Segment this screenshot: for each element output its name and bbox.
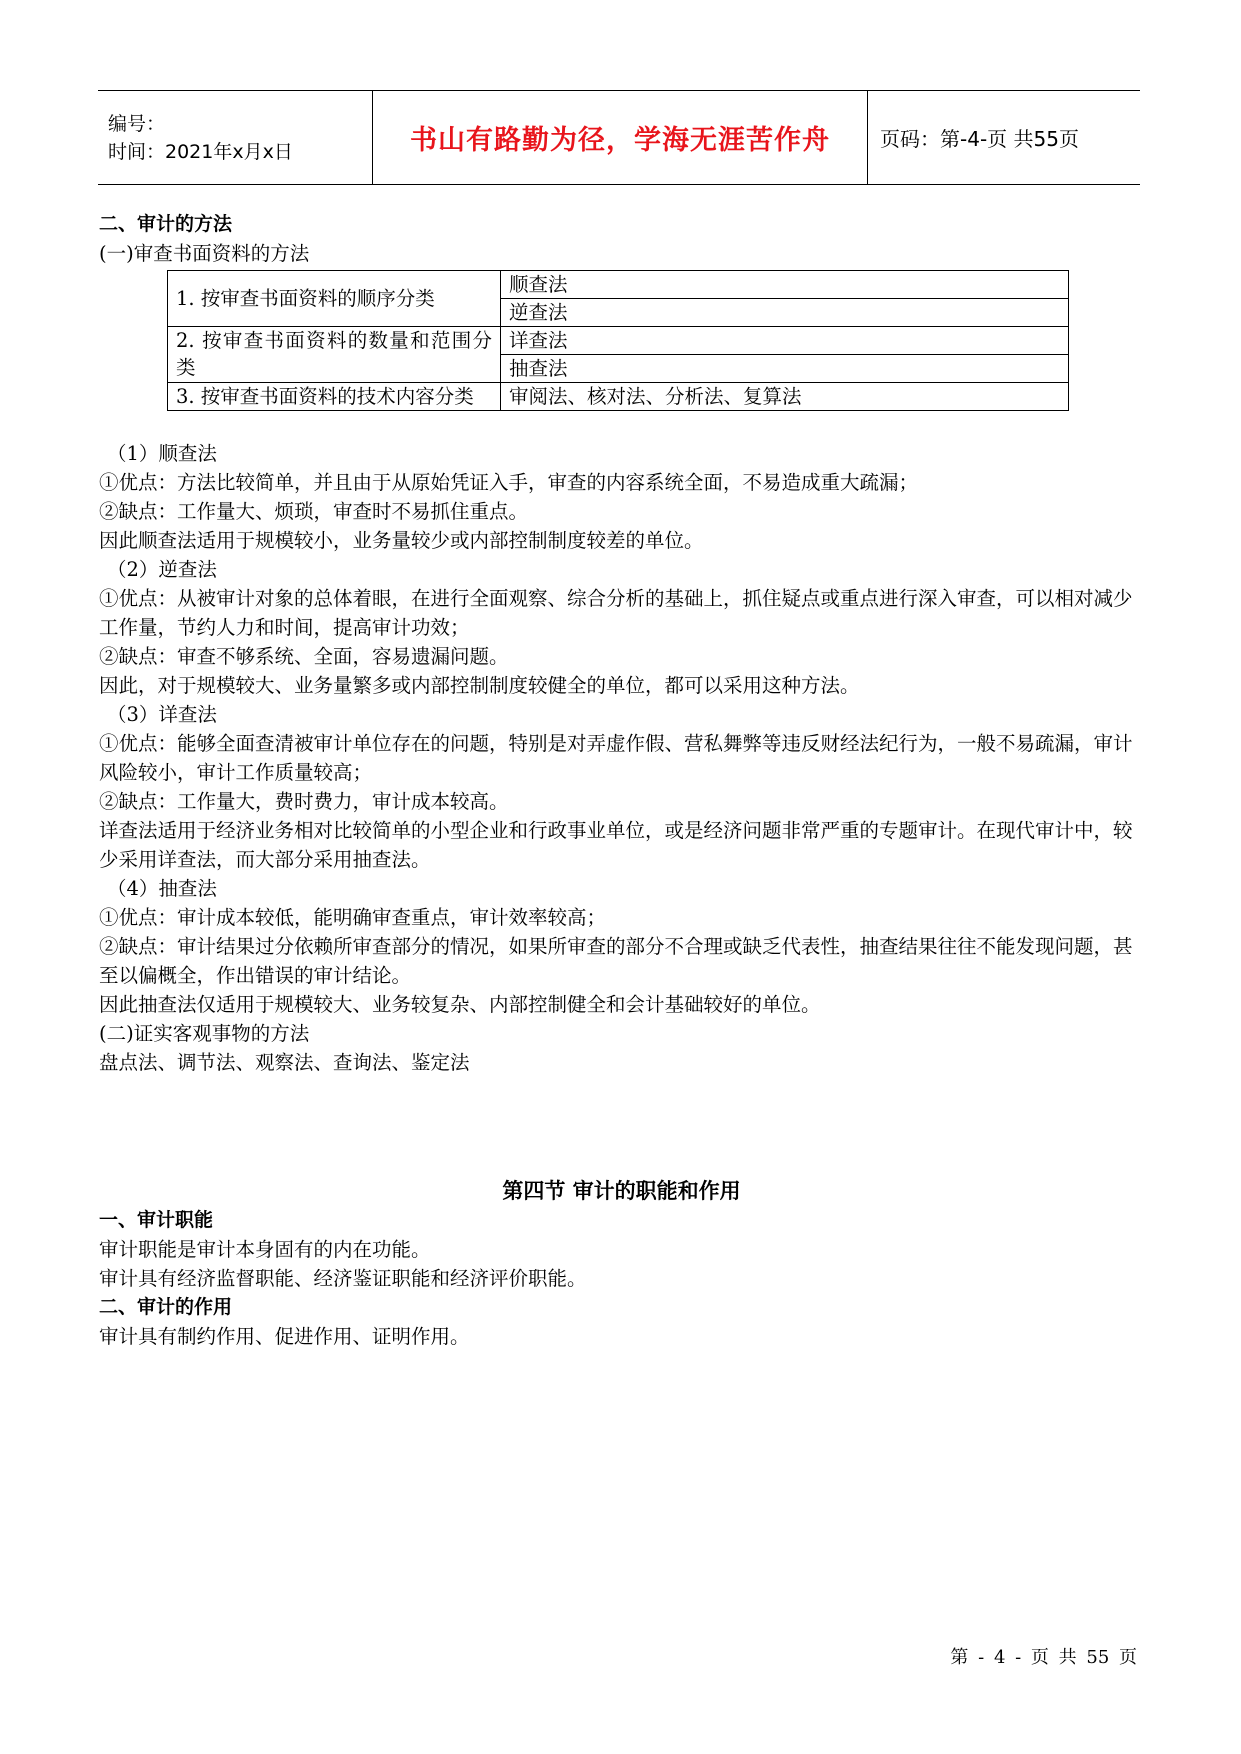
paragraph: ②缺点：审查不够系统、全面，容易遗漏问题。 (99, 645, 509, 668)
paragraph: ①优点：方法比较简单，并且由于从原始凭证入手，审查的内容系统全面，不易造成重大疏漏； (99, 471, 919, 494)
section-heading: 二、审计的作用 (99, 1296, 233, 1318)
paragraph: ②缺点：工作量大、烦琐，审查时不易抓住重点。 (99, 500, 529, 523)
header-left-cell (98, 91, 372, 184)
subsection-heading: (一)审查书面资料的方法 (99, 242, 310, 265)
paragraph: （2）逆查法 (107, 558, 217, 581)
paragraph: ①优点：能够全面查清被审计单位存在的问题，特别是对弄虚作假、营私舞弊等违反财经法纪行为，一般不易疏漏，审计风险较小，审计工作质量较高； (99, 732, 1133, 784)
table-category-cell: 3. 按审查书面资料的技术内容分类 (168, 383, 501, 411)
paragraph: 详查法适用于经济业务相对比较简单的小型企业和行政事业单位，或是经济问题非常严重的专题审计。在现代审计中，较少采用详查法，而大部分采用抽查法。 (99, 819, 1133, 871)
subsection-heading: (二)证实客观事物的方法 (99, 1022, 310, 1045)
header-page-info: 页码：第-4-页 共55页 (880, 127, 1079, 151)
paragraph: 因此，对于规模较大、业务量繁多或内部控制制度较健全的单位，都可以采用这种方法。 (99, 674, 860, 697)
date-label: 时间：2021年x月x日 (108, 140, 293, 163)
paragraph: 审计具有制约作用、促进作用、证明作用。 (99, 1325, 470, 1348)
table-method-cell: 抽查法 (501, 355, 1069, 383)
paragraph: 因此抽查法仅适用于规模较大、业务较复杂、内部控制健全和会计基础较好的单位。 (99, 993, 821, 1016)
table-row (168, 271, 1069, 299)
table-row (168, 327, 1069, 355)
table-category-cell: 1. 按审查书面资料的顺序分类 (168, 271, 501, 327)
paragraph: ②缺点：审计结果过分依赖所审查部分的情况，如果所审查的部分不合理或缺乏代表性，抽查结果往往不能发现问题，甚至以偏概全，作出错误的审计结论。 (99, 935, 1133, 987)
table-row (168, 383, 1069, 411)
motto: 书山有路勤为径，学海无涯苦作舟 (410, 125, 830, 156)
paragraph: 盘点法、调节法、观察法、查询法、鉴定法 (99, 1051, 470, 1074)
table-method-cell: 详查法 (501, 327, 1069, 355)
paragraph: ①优点：审计成本较低，能明确审查重点，审计效率较高； (99, 906, 607, 929)
header-page-cell (868, 91, 1140, 184)
header-motto-cell (372, 91, 868, 184)
document-body (99, 210, 1144, 1351)
number-label: 编号： (108, 112, 166, 135)
page-footer: 第 - 4 - 页 共 55 页 (950, 1647, 1137, 1668)
paragraph: 因此顺查法适用于规模较小，业务量较少或内部控制制度较差的单位。 (99, 529, 704, 552)
paragraph: （4）抽查法 (107, 877, 217, 900)
paragraph: 审计职能是审计本身固有的内在功能。 (99, 1238, 431, 1261)
document-header (98, 90, 1140, 185)
section-heading: 二、审计的方法 (99, 213, 233, 235)
methods-table (167, 270, 1069, 411)
paragraph: 审计具有经济监督职能、经济鉴证职能和经济评价职能。 (99, 1267, 587, 1290)
table-method-cell: 审阅法、核对法、分析法、复算法 (501, 383, 1069, 411)
chapter-title: 第四节 审计的职能和作用 (502, 1179, 741, 1203)
section-heading: 一、审计职能 (99, 1209, 214, 1231)
table-method-cell: 顺查法 (501, 271, 1069, 299)
paragraph: （3）详查法 (107, 703, 217, 726)
paragraph: ①优点：从被审计对象的总体着眼，在进行全面观察、综合分析的基础上，抓住疑点或重点进行深入审查，可以相对减少工作量，节约人力和时间，提高审计功效； (99, 587, 1133, 639)
table-method-cell: 逆查法 (501, 299, 1069, 327)
paragraph: （1）顺查法 (107, 442, 217, 465)
paragraph: ②缺点：工作量大，费时费力，审计成本较高。 (99, 790, 509, 813)
table-category-cell: 2. 按审查书面资料的数量和范围分类 (168, 327, 501, 383)
